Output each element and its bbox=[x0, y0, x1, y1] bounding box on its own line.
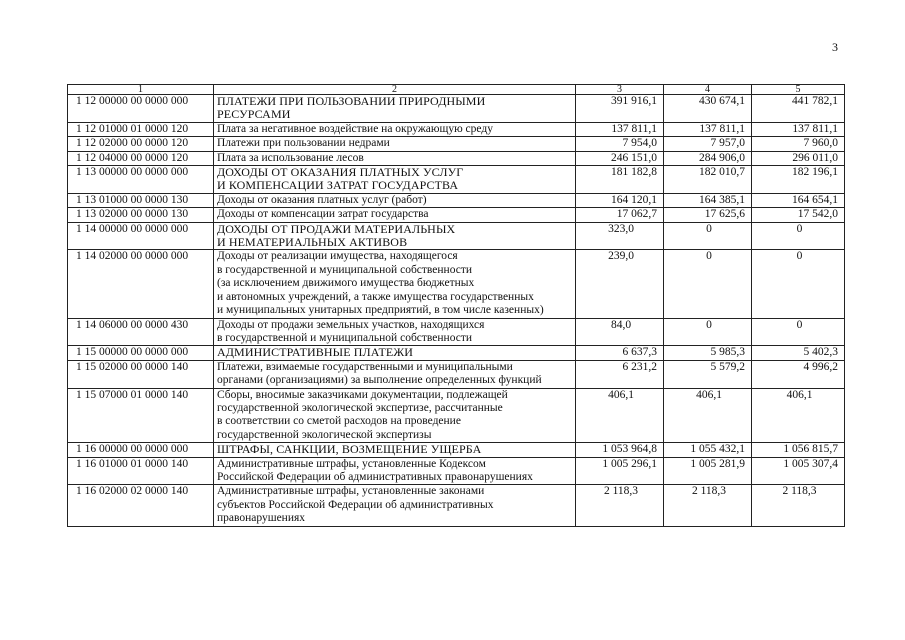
revenue-name-line: в государственной и муниципальной собственности bbox=[217, 331, 473, 344]
revenue-name-line: Доходы от оказания платных услуг (работ) bbox=[217, 193, 427, 206]
budget-code-cell: 1 12 02000 00 0000 120 bbox=[68, 137, 214, 151]
value-cell-v5: 5 402,3 bbox=[752, 346, 845, 360]
revenue-name-cell bbox=[214, 95, 576, 123]
revenue-name-line: Плата за негативное воздействие на окружающую среду bbox=[217, 122, 493, 135]
budget-code-cell: 1 16 01000 01 0000 140 bbox=[68, 457, 214, 485]
value-cell-v3: 406,1 bbox=[576, 388, 664, 443]
revenue-name-line: И КОМПЕНСАЦИИ ЗАТРАТ ГОСУДАРСТВА bbox=[217, 178, 459, 193]
revenue-name-line: ДОХОДЫ ОТ ОКАЗАНИЯ ПЛАТНЫХ УСЛУГ bbox=[217, 165, 464, 180]
revenue-name-cell bbox=[214, 222, 576, 250]
revenue-name-line: субъектов Российской Федерации об административных bbox=[217, 498, 494, 511]
value-cell-v4: 5 985,3 bbox=[664, 346, 752, 360]
revenue-name-line: Административные штрафы, установленные законами bbox=[217, 485, 485, 498]
revenue-name-line: Доходы от реализации имущества, находящегося bbox=[217, 250, 458, 263]
column-header: 1 bbox=[68, 85, 214, 95]
revenue-name-line: и муниципальных унитарных предприятий, в том числе казенных) bbox=[217, 304, 544, 317]
value-cell-v5: 2 118,3 bbox=[752, 485, 845, 526]
revenue-name-cell bbox=[214, 360, 576, 388]
budget-code-cell: 1 13 01000 00 0000 130 bbox=[68, 193, 214, 207]
value-cell-v5: 7 960,0 bbox=[752, 137, 845, 151]
budget-code-cell: 1 16 00000 00 0000 000 bbox=[68, 443, 214, 457]
value-cell-v5: 0 bbox=[752, 318, 845, 346]
value-cell-v3: 6 637,3 bbox=[576, 346, 664, 360]
revenue-name-line: Российской Федерации об административных правонарушениях bbox=[217, 470, 533, 483]
revenue-name-line: в государственной и муниципальной собственности bbox=[217, 263, 473, 276]
revenue-name-cell bbox=[214, 166, 576, 194]
revenue-name-line: ПЛАТЕЖИ ПРИ ПОЛЬЗОВАНИИ ПРИРОДНЫМИ bbox=[217, 94, 486, 108]
value-cell-v5: 1 005 307,4 bbox=[752, 457, 845, 485]
value-cell-v4: 5 579,2 bbox=[664, 360, 752, 388]
value-cell-v3: 181 182,8 bbox=[576, 166, 664, 194]
table-row bbox=[68, 122, 845, 136]
value-cell-v5: 1 056 815,7 bbox=[752, 443, 845, 457]
value-cell-v4: 7 957,0 bbox=[664, 137, 752, 151]
budget-code-cell: 1 12 01000 01 0000 120 bbox=[68, 122, 214, 136]
budget-code-cell: 1 15 00000 00 0000 000 bbox=[68, 346, 214, 360]
value-cell-v3: 137 811,1 bbox=[576, 122, 664, 136]
table-header-row bbox=[68, 85, 845, 95]
revenue-name-line: государственной экологической экспертизе, рассчитанные bbox=[217, 401, 503, 414]
revenue-name-line: государственной экологической экспертизы bbox=[217, 428, 432, 441]
revenue-name-cell bbox=[214, 137, 576, 151]
value-cell-v5: 137 811,1 bbox=[752, 122, 845, 136]
value-cell-v4: 284 906,0 bbox=[664, 151, 752, 165]
budget-code-cell: 1 16 02000 02 0000 140 bbox=[68, 485, 214, 526]
value-cell-v4: 137 811,1 bbox=[664, 122, 752, 136]
revenue-name-cell bbox=[214, 122, 576, 136]
value-cell-v5: 296 011,0 bbox=[752, 151, 845, 165]
revenue-name-line: И НЕМАТЕРИАЛЬНЫХ АКТИВОВ bbox=[217, 235, 408, 250]
value-cell-v3: 1 005 296,1 bbox=[576, 457, 664, 485]
budget-code-cell: 1 12 04000 00 0000 120 bbox=[68, 151, 214, 165]
value-cell-v4: 1 005 281,9 bbox=[664, 457, 752, 485]
value-cell-v3: 2 118,3 bbox=[576, 485, 664, 526]
table-row bbox=[68, 151, 845, 165]
value-cell-v4: 0 bbox=[664, 250, 752, 318]
value-cell-v3: 84,0 bbox=[576, 318, 664, 346]
value-cell-v5: 4 996,2 bbox=[752, 360, 845, 388]
table-row bbox=[68, 457, 845, 485]
revenue-table bbox=[67, 84, 845, 527]
revenue-name-line: РЕСУРСАМИ bbox=[217, 107, 291, 122]
budget-code-cell: 1 12 00000 00 0000 000 bbox=[68, 95, 214, 123]
value-cell-v4: 182 010,7 bbox=[664, 166, 752, 194]
value-cell-v3: 239,0 bbox=[576, 250, 664, 318]
revenue-name-line: АДМИНИСТРАТИВНЫЕ ПЛАТЕЖИ bbox=[217, 345, 413, 360]
budget-code-cell: 1 13 00000 00 0000 000 bbox=[68, 166, 214, 194]
value-cell-v4: 0 bbox=[664, 222, 752, 250]
value-cell-v5: 164 654,1 bbox=[752, 193, 845, 207]
value-cell-v5: 0 bbox=[752, 250, 845, 318]
column-header: 5 bbox=[752, 85, 845, 95]
value-cell-v4: 2 118,3 bbox=[664, 485, 752, 526]
revenue-name-cell bbox=[214, 346, 576, 360]
value-cell-v4: 1 055 432,1 bbox=[664, 443, 752, 457]
revenue-name-cell bbox=[214, 208, 576, 222]
revenue-name-line: Платежи при пользовании недрами bbox=[217, 137, 390, 150]
revenue-name-cell bbox=[214, 193, 576, 207]
revenue-name-line: (за исключением движимого имущества бюджетных bbox=[217, 277, 475, 290]
table-row bbox=[68, 95, 845, 123]
value-cell-v3: 6 231,2 bbox=[576, 360, 664, 388]
budget-code-cell: 1 14 06000 00 0000 430 bbox=[68, 318, 214, 346]
column-header: 2 bbox=[214, 85, 576, 95]
revenue-name-line: органами (организациями) за выполнение определенных функций bbox=[217, 374, 542, 387]
revenue-name-line: Доходы от компенсации затрат государства bbox=[217, 208, 429, 221]
table-row bbox=[68, 222, 845, 250]
value-cell-v3: 323,0 bbox=[576, 222, 664, 250]
table-row bbox=[68, 346, 845, 360]
value-cell-v3: 1 053 964,8 bbox=[576, 443, 664, 457]
revenue-name-cell bbox=[214, 485, 576, 526]
table-row bbox=[68, 137, 845, 151]
revenue-name-cell bbox=[214, 457, 576, 485]
budget-code-cell: 1 15 07000 01 0000 140 bbox=[68, 388, 214, 443]
revenue-name-line: и автономных учреждений, а также имущества государственных bbox=[217, 290, 534, 303]
value-cell-v4: 406,1 bbox=[664, 388, 752, 443]
table-row bbox=[68, 208, 845, 222]
value-cell-v5: 441 782,1 bbox=[752, 95, 845, 123]
revenue-name-line: Платежи, взимаемые государственными и муниципальными bbox=[217, 360, 513, 373]
revenue-name-cell bbox=[214, 318, 576, 346]
revenue-name-line: Сборы, вносимые заказчиками документации, подлежащей bbox=[217, 388, 508, 401]
value-cell-v5: 182 196,1 bbox=[752, 166, 845, 194]
table-row bbox=[68, 388, 845, 443]
value-cell-v4: 17 625,6 bbox=[664, 208, 752, 222]
value-cell-v3: 7 954,0 bbox=[576, 137, 664, 151]
revenue-name-line: ДОХОДЫ ОТ ПРОДАЖИ МАТЕРИАЛЬНЫХ bbox=[217, 222, 456, 236]
value-cell-v4: 0 bbox=[664, 318, 752, 346]
revenue-name-cell bbox=[214, 443, 576, 457]
table-row bbox=[68, 485, 845, 526]
value-cell-v5: 406,1 bbox=[752, 388, 845, 443]
revenue-name-line: правонарушениях bbox=[217, 512, 306, 525]
table-row bbox=[68, 443, 845, 457]
revenue-name-cell bbox=[214, 250, 576, 318]
revenue-name-cell bbox=[214, 151, 576, 165]
revenue-name-line: Доходы от продажи земельных участков, находящихся bbox=[217, 318, 485, 331]
revenue-name-line: в соответствии со сметой расходов на проведение bbox=[217, 415, 461, 428]
table-row bbox=[68, 250, 845, 318]
value-cell-v5: 17 542,0 bbox=[752, 208, 845, 222]
table-row bbox=[68, 360, 845, 388]
column-header: 3 bbox=[576, 85, 664, 95]
value-cell-v3: 17 062,7 bbox=[576, 208, 664, 222]
budget-code-cell: 1 14 02000 00 0000 000 bbox=[68, 250, 214, 318]
table-row bbox=[68, 318, 845, 346]
value-cell-v5: 0 bbox=[752, 222, 845, 250]
value-cell-v4: 164 385,1 bbox=[664, 193, 752, 207]
value-cell-v3: 246 151,0 bbox=[576, 151, 664, 165]
budget-code-cell: 1 15 02000 00 0000 140 bbox=[68, 360, 214, 388]
budget-code-cell: 1 14 00000 00 0000 000 bbox=[68, 222, 214, 250]
table-row bbox=[68, 193, 845, 207]
value-cell-v3: 391 916,1 bbox=[576, 95, 664, 123]
revenue-name-line: Административные штрафы, установленные Кодексом bbox=[217, 457, 486, 470]
value-cell-v3: 164 120,1 bbox=[576, 193, 664, 207]
budget-code-cell: 1 13 02000 00 0000 130 bbox=[68, 208, 214, 222]
revenue-name-cell bbox=[214, 388, 576, 443]
column-header: 4 bbox=[664, 85, 752, 95]
revenue-name-line: Плата за использование лесов bbox=[217, 151, 364, 164]
page-number: 3 bbox=[832, 40, 838, 54]
revenue-name-line: ШТРАФЫ, САНКЦИИ, ВОЗМЕЩЕНИЕ УЩЕРБА bbox=[217, 442, 482, 457]
value-cell-v4: 430 674,1 bbox=[664, 95, 752, 123]
table-row bbox=[68, 166, 845, 194]
